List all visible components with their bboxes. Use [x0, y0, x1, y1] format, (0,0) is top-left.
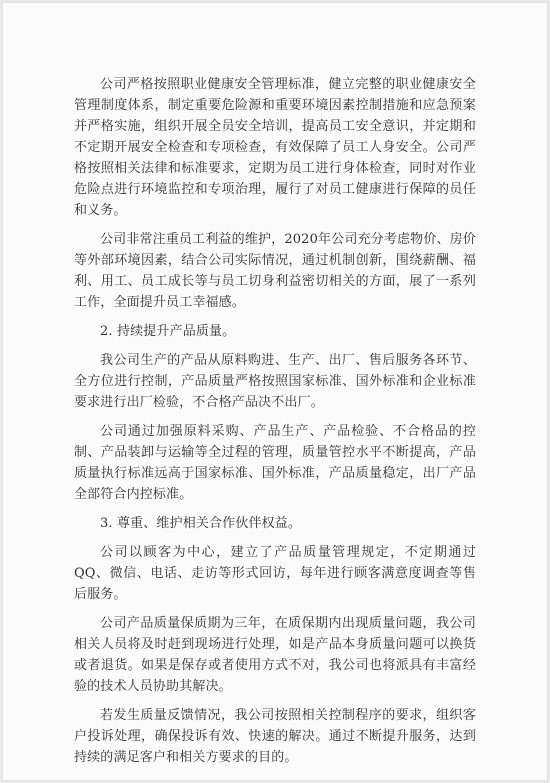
paragraph-occupational-safety: 公司严格按照职业健康安全管理标准，健立完整的职业健康安全管理制度体系，制定重要危险源和重要环境因素控制措施和应急预案并严格实施，组织开展全员安全培训，提高员工安全意识，并定期和不定期开展安全检查和专项检查，有效保障了员工人身安全。公司严格按照相关法律和标准要求，定期为员工进行身体检查，同时对作业危险点进行环境监控和专项治理，履行了对员工健康进行保障的员任和义务。	[74, 77, 476, 218]
paragraph-employee-benefits: 公司非常注重员工利益的维护，2020年公司充分考虑物价、房价等外部环境因素，结合公司实际情况，通过机制创新，围绕薪酬、福利、用工、员工成长等与员工切身利益密切相关的方面，展了一系列工作，全面提升员工幸福感。	[74, 232, 476, 310]
paragraph-customer-focus: 公司以顾客为中心，建立了产品质量管理规定，不定期通过QQ、微信、电话、走访等形式回访，每年进行顾客满意度调查等售后服务。	[74, 545, 476, 602]
document-body	[74, 74, 476, 776]
document-page	[2, 2, 548, 781]
paragraph-production-control: 我公司生产的产品从原料购进、生产、出厂、售后服务各环节、全方位进行控制，产品质量严格按照国家标准、国外标准和企业标准要求进行出厂检验，不合格产品决不出厂。	[74, 353, 476, 410]
paragraph-warranty: 公司产品质量保质期为三年，在质保期内出现质量问题，我公司相关人员将及时赶到现场进行处理，如是产品本身质量问题可以换货或者退货。如果是保存或者使用方式不对，我公司也将派具有丰富经验的技术人员协助其解决。	[74, 616, 476, 694]
paragraph-feedback-handling: 若发生质量反馈情况，我公司按照相关控制程序的要求，组织客户投诉处理，确保投诉有效、快速的解决。通过不断提升服务，达到持续的满足客户和相关方要求的目的。	[74, 708, 476, 765]
paragraph-quality-management: 公司通过加强原料采购、产品生产、产品检验、不合格品的控制、产品装卸与运输等全过程的管理，质量管控水平不断提高，产品质量执行标准远高于国家标准、国外标准，产品质量稳定，出厂产品全部符合内控标准。	[74, 424, 476, 502]
section-heading-product-quality: 2. 持续提升产品质量。	[100, 324, 236, 339]
section-heading-partner-rights: 3. 尊重、维护相关合作伙伴权益。	[100, 516, 302, 531]
